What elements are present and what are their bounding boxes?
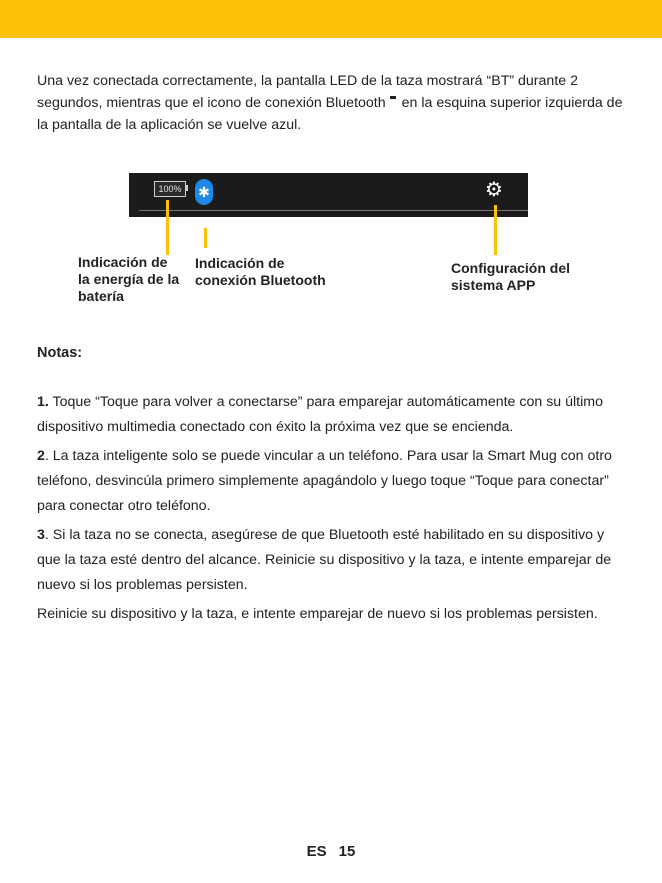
battery-level: 100%: [158, 184, 182, 194]
intro-paragraph: [37, 70, 627, 136]
notes-list: [37, 390, 629, 631]
note-item: [37, 444, 629, 519]
battery-callout: Indicación de la energía de la batería: [78, 254, 180, 304]
appbar-divider: [139, 210, 528, 211]
settings-callout: Configuración del sistema APP: [451, 260, 570, 293]
bluetooth-callout: Indicación de conexión Bluetooth: [195, 255, 326, 288]
note-text: . La taza inteligente solo se puede vincular a un teléfono. Para usar la Smart Mug con otro teléfono, desvincúla primero simplemente apagándolo y luego toque “Toque para conectar” para conectar otro teléfono.: [37, 448, 612, 514]
bluetooth-icon[interactable]: ✱: [195, 179, 213, 205]
battery-icon: [154, 181, 186, 197]
note-text: Toque “Toque para volver a conectarse” para emparejar automáticamente con su último dispositivo multimedia conectado con éxito la próxima vez que se encienda.: [37, 394, 603, 435]
footer-language: ES: [306, 843, 327, 860]
app-status-bar: [129, 173, 528, 217]
gear-icon[interactable]: ⚙: [485, 179, 503, 201]
note-number: 3: [37, 527, 45, 543]
page-footer: [0, 843, 662, 860]
note-extra: Reinicie su dispositivo y la taza, e intente emparejar de nuevo si los problemas persisten.: [37, 606, 598, 622]
battery-leader-line: [166, 200, 169, 255]
intro-text-2: en la esquina superior izquierda de la pantalla de la aplicación se vuelve azul.: [37, 95, 623, 133]
note-text: . Si la taza no se conecta, asegúrese de que Bluetooth esté habilitado en su dispositivo y que la taza esté dentro del alcance. Reinicie su dispositivo y la taza, e intente emparejar de nuevo si los problemas persisten.: [37, 527, 612, 593]
note-item: [37, 390, 629, 440]
note-item: [37, 523, 629, 598]
settings-leader-line: [494, 205, 497, 255]
intro-text-1: Una vez conectada correctamente, la pantalla LED de la taza mostrará “BT” durante 2 segundos, mientras que el icono de conexión Bluetooth: [37, 73, 578, 111]
note-number: 2: [37, 448, 45, 464]
page-number: 15: [338, 843, 356, 860]
bluetooth-inline-icon: [390, 96, 396, 99]
notes-title: Notas:: [37, 345, 83, 361]
battery-tip: [186, 185, 188, 191]
note-number: 1.: [37, 394, 49, 410]
header-band: [0, 0, 662, 38]
bluetooth-leader-line: [204, 228, 207, 248]
